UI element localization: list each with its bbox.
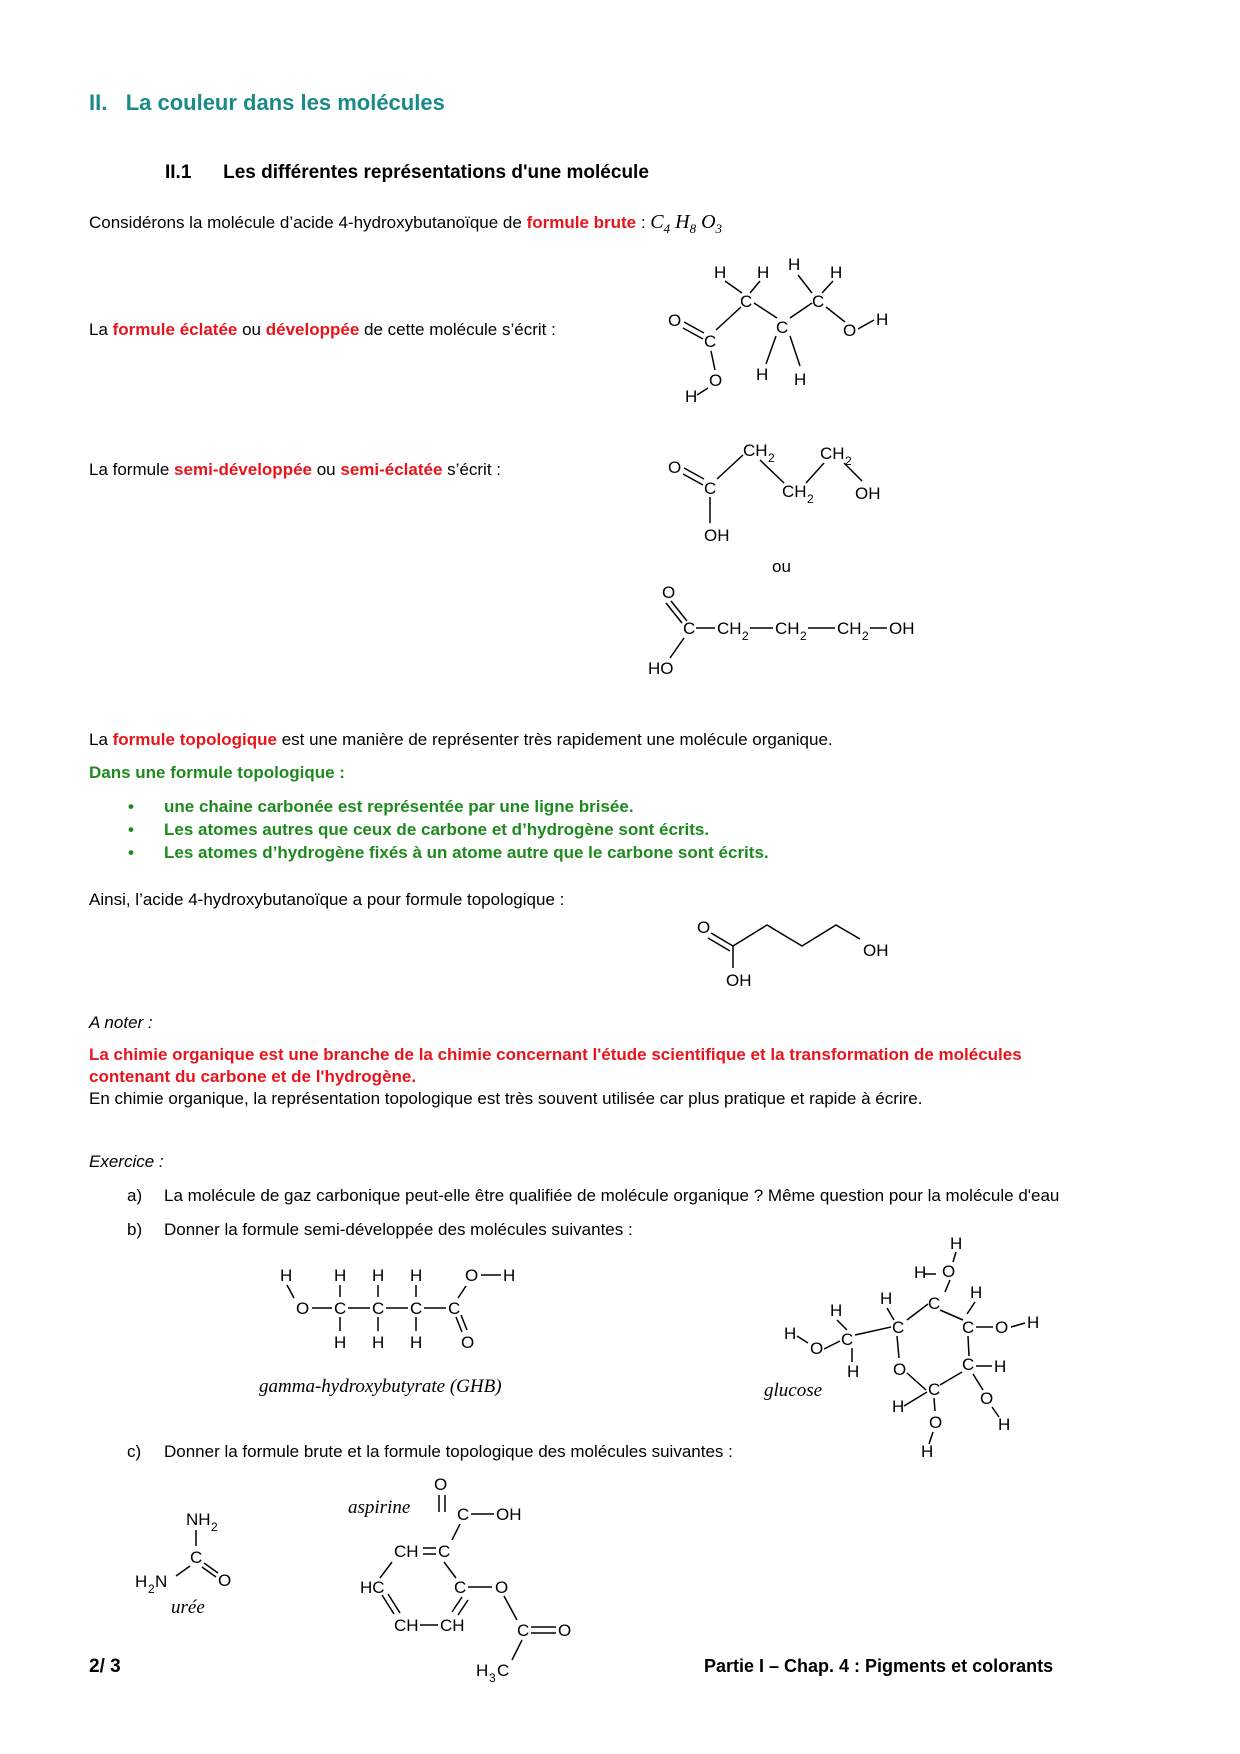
svg-text:O: O <box>929 1413 943 1432</box>
list-item: • <box>128 820 134 839</box>
intro-term: formule brute <box>526 213 637 232</box>
svg-text:O: O <box>465 1266 479 1285</box>
svg-text:H: H <box>410 1266 423 1285</box>
subsection-number: II.1 <box>165 162 192 183</box>
svg-text:C: C <box>841 1330 854 1349</box>
svg-text:O: O <box>893 1360 907 1379</box>
svg-text:C: C <box>448 1299 461 1318</box>
exercise-label: Exercice : <box>89 1152 164 1171</box>
formule-semi-developpee-diagram-2 <box>640 578 940 682</box>
svg-text:O: O <box>668 458 682 477</box>
glucose-diagram <box>770 1232 1070 1461</box>
svg-text:2: 2 <box>742 629 749 643</box>
svg-text:C: C <box>457 1505 470 1524</box>
intro-colon: : <box>636 213 651 232</box>
formule-topologique-diagram <box>690 912 910 992</box>
svg-text:C: C <box>454 1578 467 1597</box>
svg-text:O: O <box>810 1339 824 1358</box>
svg-text:H: H <box>334 1333 347 1352</box>
svg-text:CH: CH <box>394 1616 419 1635</box>
svg-text:O: O <box>461 1333 475 1352</box>
ainsi-text: Ainsi, l’acide 4-hydroxybutanoïque a pour formule topologique : <box>89 890 565 909</box>
svg-text:H: H <box>334 1266 347 1285</box>
svg-text:CH: CH <box>820 444 845 463</box>
exercise-item-c-text: Donner la formule brute et la formule topologique des molécules suivantes : <box>164 1442 733 1461</box>
svg-text:O: O <box>558 1621 572 1640</box>
svg-text:C: C <box>962 1318 975 1337</box>
aspirine-label: aspirine <box>348 1497 411 1518</box>
svg-text:H: H <box>830 1301 843 1320</box>
ghb-label: gamma-hydroxybutyrate (GHB) <box>259 1376 502 1397</box>
svg-text:C: C <box>334 1299 347 1318</box>
svg-text:H: H <box>880 1289 893 1308</box>
list-item-text: une chaine carbonée est représentée par une ligne brisée. <box>164 797 634 816</box>
svg-text:CH: CH <box>394 1542 419 1561</box>
svg-text:OH: OH <box>889 619 915 638</box>
svg-text:2: 2 <box>807 492 814 506</box>
svg-text:O: O <box>942 1262 956 1281</box>
svg-text:H: H <box>135 1572 148 1591</box>
svg-text:3: 3 <box>489 1671 496 1685</box>
svg-text:C: C <box>812 292 825 311</box>
svg-text:C: C <box>517 1621 530 1640</box>
svg-text:2: 2 <box>148 1582 155 1596</box>
exercise-item-b-letter: b) <box>127 1220 143 1239</box>
svg-text:O: O <box>980 1389 994 1408</box>
svg-text:C: C <box>497 1661 510 1680</box>
glucose-label: glucose <box>764 1380 823 1401</box>
svg-text:O: O <box>218 1571 232 1590</box>
svg-text:O: O <box>495 1578 509 1597</box>
svg-text:CH: CH <box>743 441 768 460</box>
svg-text:H: H <box>503 1266 516 1285</box>
svg-text:H: H <box>372 1333 385 1352</box>
svg-text:C: C <box>190 1548 203 1567</box>
svg-text:H: H <box>685 387 698 406</box>
svg-text:O: O <box>709 371 723 390</box>
note-label: A noter : <box>89 1013 153 1032</box>
list-item-text: Les atomes autres que ceux de carbone et d’hydrogène sont écrits. <box>164 820 710 839</box>
svg-text:CH: CH <box>440 1616 465 1635</box>
brute-formula: $C_4$ $H_8$ $O_3$ <box>650 211 723 236</box>
svg-text:C: C <box>704 479 717 498</box>
svg-text:OH: OH <box>863 941 889 960</box>
svg-text:2: 2 <box>862 629 869 643</box>
svg-text:O: O <box>662 583 676 602</box>
svg-text:C: C <box>372 1299 385 1318</box>
svg-text:O: O <box>668 311 682 330</box>
svg-text:H: H <box>914 1263 927 1282</box>
section-number: II. <box>89 90 108 115</box>
svg-text:HC: HC <box>360 1578 385 1597</box>
aspirine-diagram <box>352 1470 592 1684</box>
svg-text:H: H <box>876 310 889 329</box>
term-semi-developpee: semi-développée <box>174 460 312 479</box>
svg-text:H: H <box>794 370 807 389</box>
note-text: En chimie organique, la représentation topologique est très souvent utilisée car plus pratique et rapide à écrire. <box>89 1089 923 1108</box>
svg-text:2: 2 <box>800 629 807 643</box>
svg-text:H: H <box>892 1397 905 1416</box>
svg-text:H: H <box>847 1362 860 1381</box>
svg-text:OH: OH <box>726 971 752 990</box>
svg-text:OH: OH <box>496 1505 522 1524</box>
svg-text:2: 2 <box>845 454 852 468</box>
intro-text: Considérons la molécule d’acide 4-hydroxybutanoïque de <box>89 213 527 232</box>
svg-text:CH: CH <box>782 482 807 501</box>
atom-h: H <box>714 263 727 282</box>
page-number: 2/ 3 <box>89 1656 121 1677</box>
intro-paragraph <box>89 211 722 237</box>
svg-text:O: O <box>843 321 857 340</box>
svg-text:C: C <box>928 1380 941 1399</box>
svg-text:CH: CH <box>837 619 862 638</box>
topo-heading: Dans une formule topologique : <box>89 763 345 782</box>
section-heading <box>89 90 445 116</box>
term-formule-topologique: formule topologique <box>112 730 277 749</box>
svg-text:O: O <box>434 1475 448 1494</box>
svg-text:C: C <box>410 1299 423 1318</box>
svg-text:CH: CH <box>717 619 742 638</box>
ghb-diagram <box>272 1258 532 1358</box>
note-red-line-1: La chimie organique est une branche de la chimie concernant l'étude scientifique et la transformation de molécules <box>89 1045 1022 1064</box>
subsection-title: Les différentes représentations d'une molécule <box>223 162 649 183</box>
uree-diagram <box>130 1500 250 1596</box>
section-title: La couleur dans les molécules <box>125 90 445 115</box>
svg-text:C: C <box>962 1355 975 1374</box>
svg-text:H: H <box>970 1283 983 1302</box>
svg-text:O: O <box>697 918 711 937</box>
formule-eclatee-diagram <box>660 250 920 410</box>
svg-text:C: C <box>892 1318 905 1337</box>
topo-paragraph: La formule topologique est une manière de représenter très rapidement une molécule organique. <box>89 730 833 749</box>
svg-text:C: C <box>683 619 696 638</box>
svg-text:OH: OH <box>704 526 730 545</box>
svg-text:OH: OH <box>855 484 881 503</box>
svg-text:H: H <box>757 263 770 282</box>
term-semi-eclatee: semi-éclatée <box>340 460 443 479</box>
formule-semi-developpee-diagram-1 <box>660 435 910 550</box>
list-item: • <box>128 843 134 862</box>
list-item-text: Les atomes d’hydrogène fixés à un atome autre que le carbone sont écrits. <box>164 843 769 862</box>
svg-text:C: C <box>928 1294 941 1313</box>
exercise-item-a-text: La molécule de gaz carbonique peut-elle être qualifiée de molécule organique ? Même question pour la molécule d'eau <box>164 1186 1060 1205</box>
exercise-item-a-letter: a) <box>127 1186 143 1205</box>
semi-paragraph: La formule semi-développée ou semi-éclatée s’écrit : <box>89 460 501 479</box>
svg-text:C: C <box>740 292 753 311</box>
svg-text:O: O <box>995 1318 1009 1337</box>
svg-text:H: H <box>784 1324 797 1343</box>
svg-text:N: N <box>155 1572 168 1591</box>
note-red-line-2: contenant du carbone et de l'hydrogène. <box>89 1067 417 1086</box>
list-item: • <box>128 797 134 816</box>
svg-text:H: H <box>410 1333 423 1352</box>
svg-text:CH: CH <box>775 619 800 638</box>
svg-text:H: H <box>280 1266 293 1285</box>
eclatee-paragraph: La formule éclatée ou développée de cette molécule s’écrit : <box>89 320 556 339</box>
svg-text:2: 2 <box>211 1520 218 1534</box>
svg-text:H: H <box>994 1357 1007 1376</box>
chapter-footer: Partie I – Chap. 4 : Pigments et colorants <box>704 1656 1054 1676</box>
exercise-item-c-letter: c) <box>127 1442 142 1461</box>
svg-text:NH: NH <box>186 1510 211 1529</box>
svg-text:H: H <box>756 365 769 384</box>
svg-text:C: C <box>438 1542 451 1561</box>
term-developpee: développée <box>265 320 360 339</box>
svg-text:H: H <box>372 1266 385 1285</box>
svg-text:H: H <box>921 1442 934 1461</box>
svg-text:H: H <box>476 1661 489 1680</box>
svg-text:H: H <box>998 1415 1011 1434</box>
svg-text:HO: HO <box>648 659 674 678</box>
svg-text:O: O <box>296 1299 310 1318</box>
svg-text:H: H <box>788 255 801 274</box>
svg-text:H: H <box>830 263 843 282</box>
subsection-heading <box>165 162 649 184</box>
svg-text:2: 2 <box>768 451 775 465</box>
svg-text:C: C <box>704 332 717 351</box>
svg-text:H: H <box>1027 1313 1040 1332</box>
exercise-item-b-text: Donner la formule semi-développée des molécules suivantes : <box>164 1220 633 1239</box>
svg-text:H: H <box>950 1234 963 1253</box>
ou-text: ou <box>772 557 791 576</box>
term-formule-eclatee: formule éclatée <box>112 320 238 339</box>
uree-label: urée <box>171 1597 205 1618</box>
svg-text:C: C <box>776 318 789 337</box>
